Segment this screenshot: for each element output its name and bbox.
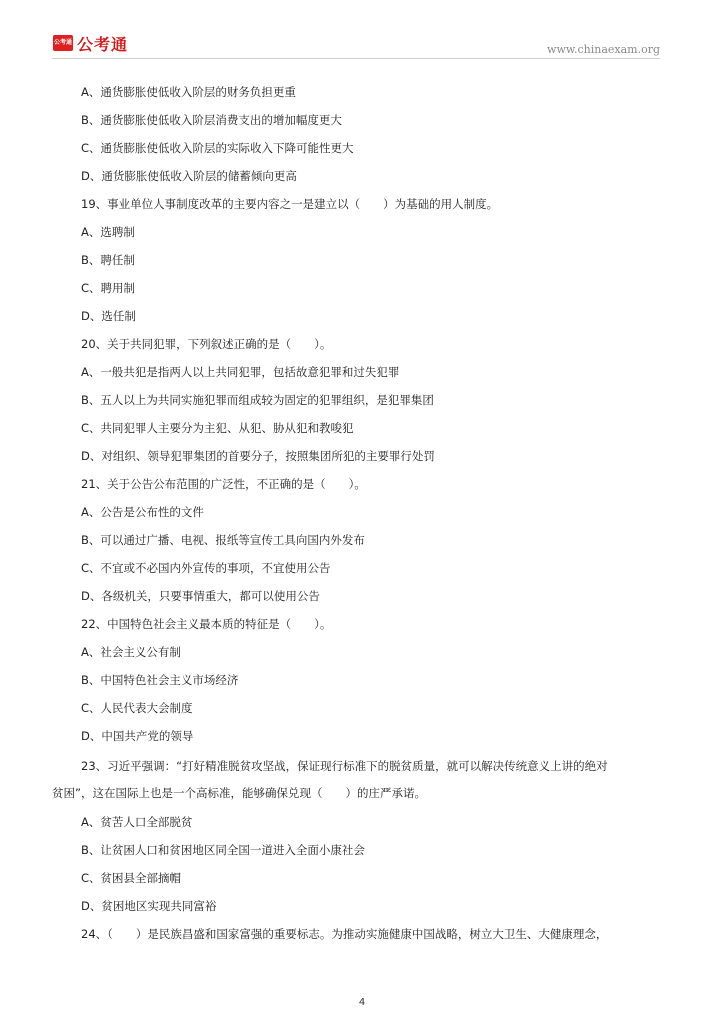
option-line: A、选聘制: [81, 225, 135, 239]
option-line: B、五人以上为共同实施犯罪而组成较为固定的犯罪组织，是犯罪集团: [81, 393, 434, 407]
logo-icon: 公考通: [53, 35, 73, 51]
option-line: B、可以通过广播、电视、报纸等宣传工具向国内外发布: [81, 533, 365, 547]
option-line: A、贫苦人口全部脱贫: [81, 815, 193, 829]
site-url: www.chinaexam.org: [547, 43, 660, 56]
option-line: D、中国共产党的领导: [81, 729, 194, 743]
option-line: D、贫困地区实现共同富裕: [81, 899, 217, 913]
option-line: C、聘用制: [81, 281, 136, 295]
option-line: C、不宜或不必国内外宣传的事项，不宜使用公告: [81, 561, 331, 575]
option-line: C、共同犯罪人主要分为主犯、从犯、胁从犯和教唆犯: [81, 421, 354, 435]
option-line: C、贫困县全部摘帽: [81, 871, 182, 885]
option-line: A、公告是公布性的文件: [81, 505, 204, 519]
question-line: 19、事业单位人事制度改革的主要内容之一是建立以（ ）为基础的用人制度。: [81, 197, 499, 211]
option-line: A、社会主义公有制: [81, 645, 181, 659]
option-line: B、聘任制: [81, 253, 135, 267]
header-divider: [52, 58, 660, 59]
option-line: D、选任制: [81, 309, 136, 323]
question-line: 23、习近平强调：“打好精准脱贫攻坚战，保证现行标准下的脱贫质量，就可以解决传统意义上讲的绝对: [81, 759, 608, 773]
option-line: C、通货膨胀使低收入阶层的实际收入下降可能性更大: [81, 141, 354, 155]
page-header: [0, 0, 724, 60]
option-line: B、中国特色社会主义市场经济: [81, 673, 239, 687]
logo-text: 公考通: [77, 35, 129, 54]
option-line: B、通货膨胀使低收入阶层消费支出的增加幅度更大: [81, 113, 342, 127]
question-line: 21、关于公告公布范围的广泛性，不正确的是（ ）。: [81, 477, 366, 491]
question-line: 22、中国特色社会主义最本质的特征是（ ）。: [81, 617, 332, 631]
question-line: 24、（ ）是民族昌盛和国家富强的重要标志。为推动实施健康中国战略，树立大卫生、大健康理念，: [81, 927, 608, 941]
question-line: 贫困”，这在国际上也是一个高标准，能够确保兑现（ ）的庄严承诺。: [52, 786, 426, 800]
option-line: A、通货膨胀使低收入阶层的财务负担更重: [81, 85, 296, 99]
option-line: D、各级机关，只要事情重大，都可以使用公告: [81, 589, 320, 603]
option-line: D、通货膨胀使低收入阶层的储蓄倾向更高: [81, 169, 297, 183]
option-line: B、让贫困人口和贫困地区同全国一道进入全面小康社会: [81, 843, 365, 857]
option-line: D、对组织、领导犯罪集团的首要分子，按照集团所犯的主要罪行处罚: [81, 449, 435, 463]
option-line: C、人民代表大会制度: [81, 701, 193, 715]
option-line: A、一般共犯是指两人以上共同犯罪，包括故意犯罪和过失犯罪: [81, 365, 400, 379]
page-number: 4: [358, 997, 366, 1008]
question-line: 20、关于共同犯罪，下列叙述正确的是（ ）。: [81, 337, 332, 351]
